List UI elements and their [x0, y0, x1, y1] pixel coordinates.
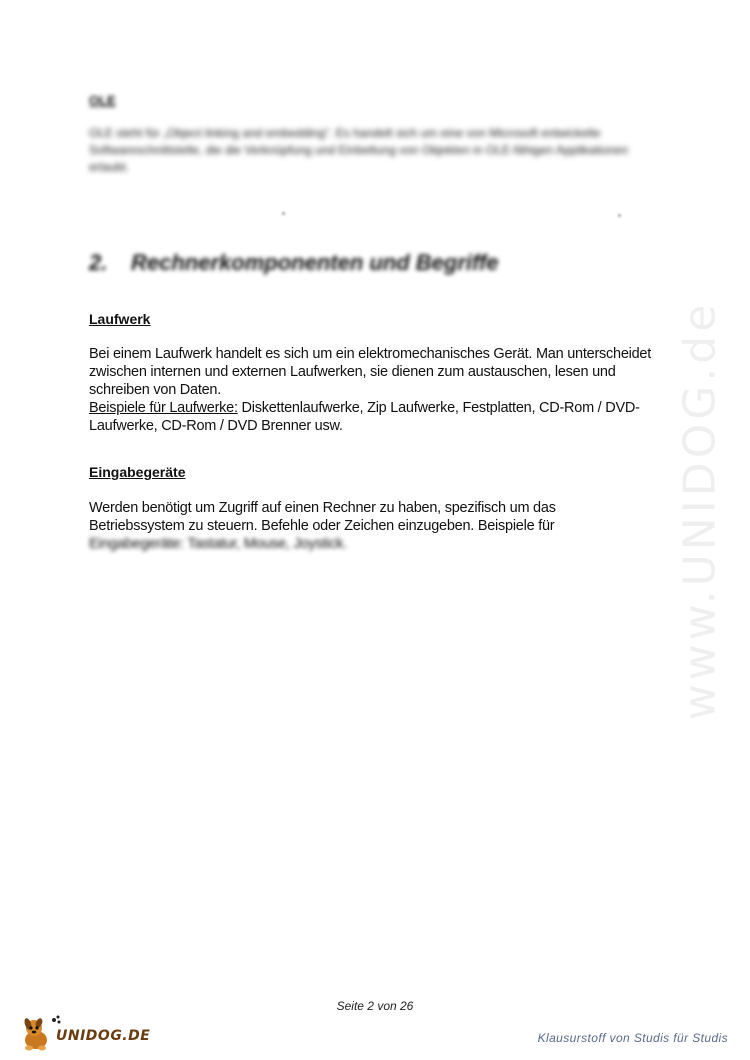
section-heading	[89, 250, 499, 276]
ole-heading: OLE	[89, 93, 116, 108]
laufwerk-examples-label: Beispiele für Laufwerke:	[89, 400, 238, 416]
stray-mark	[282, 212, 285, 215]
watermark-text: www.UNIDOG.de	[674, 300, 726, 720]
eingabe-heading: Eingabegeräte	[89, 464, 186, 480]
unidog-logo	[20, 1014, 160, 1054]
footer-tagline: Klausurstoff von Studis für Studis	[537, 1031, 728, 1045]
laufwerk-paragraph	[89, 345, 679, 435]
watermark	[640, 285, 750, 735]
logo-text: UNIDOG.DE	[56, 1028, 151, 1044]
eingabe-paragraph	[89, 499, 609, 553]
laufwerk-examples: Diskettenlaufwerke, Zip Laufwerke, Festplatten, CD-Rom / DVD-Laufwerke, CD-Rom / DVD Brenner usw.	[89, 400, 640, 434]
stray-mark	[618, 214, 621, 217]
section-number: 2.	[89, 250, 108, 275]
section-title: Rechnerkomponenten und Begriffe	[131, 250, 499, 275]
page-number: Seite 2 von 26	[336, 999, 414, 1013]
laufwerk-heading: Laufwerk	[89, 311, 151, 327]
laufwerk-text: Bei einem Laufwerk handelt es sich um ein elektromechanisches Gerät. Man unterscheidet zwischen internen und externen Laufwerken, sie dienen zum austauschen, lesen und schreiben von Daten.	[89, 346, 652, 398]
ole-paragraph: OLE steht für „Object linking and embedding“. Es handelt sich um eine von Microsoft entwickelte Softwareschnittstelle, die die Verknüpfung und Einbettung von Objekten in OLE-fähigen Applikationen erlaubt.	[89, 126, 629, 174]
eingabe-text: Werden benötigt um Zugriff auf einen Rechner zu haben, spezifisch um das Betriebssystem zu steuern. Befehle oder Zeichen einzugeben. Beispiele für	[89, 500, 556, 534]
eingabe-text-blurred: Eingabegeräte: Tastatur, Mouse, Joystick.	[89, 536, 347, 552]
